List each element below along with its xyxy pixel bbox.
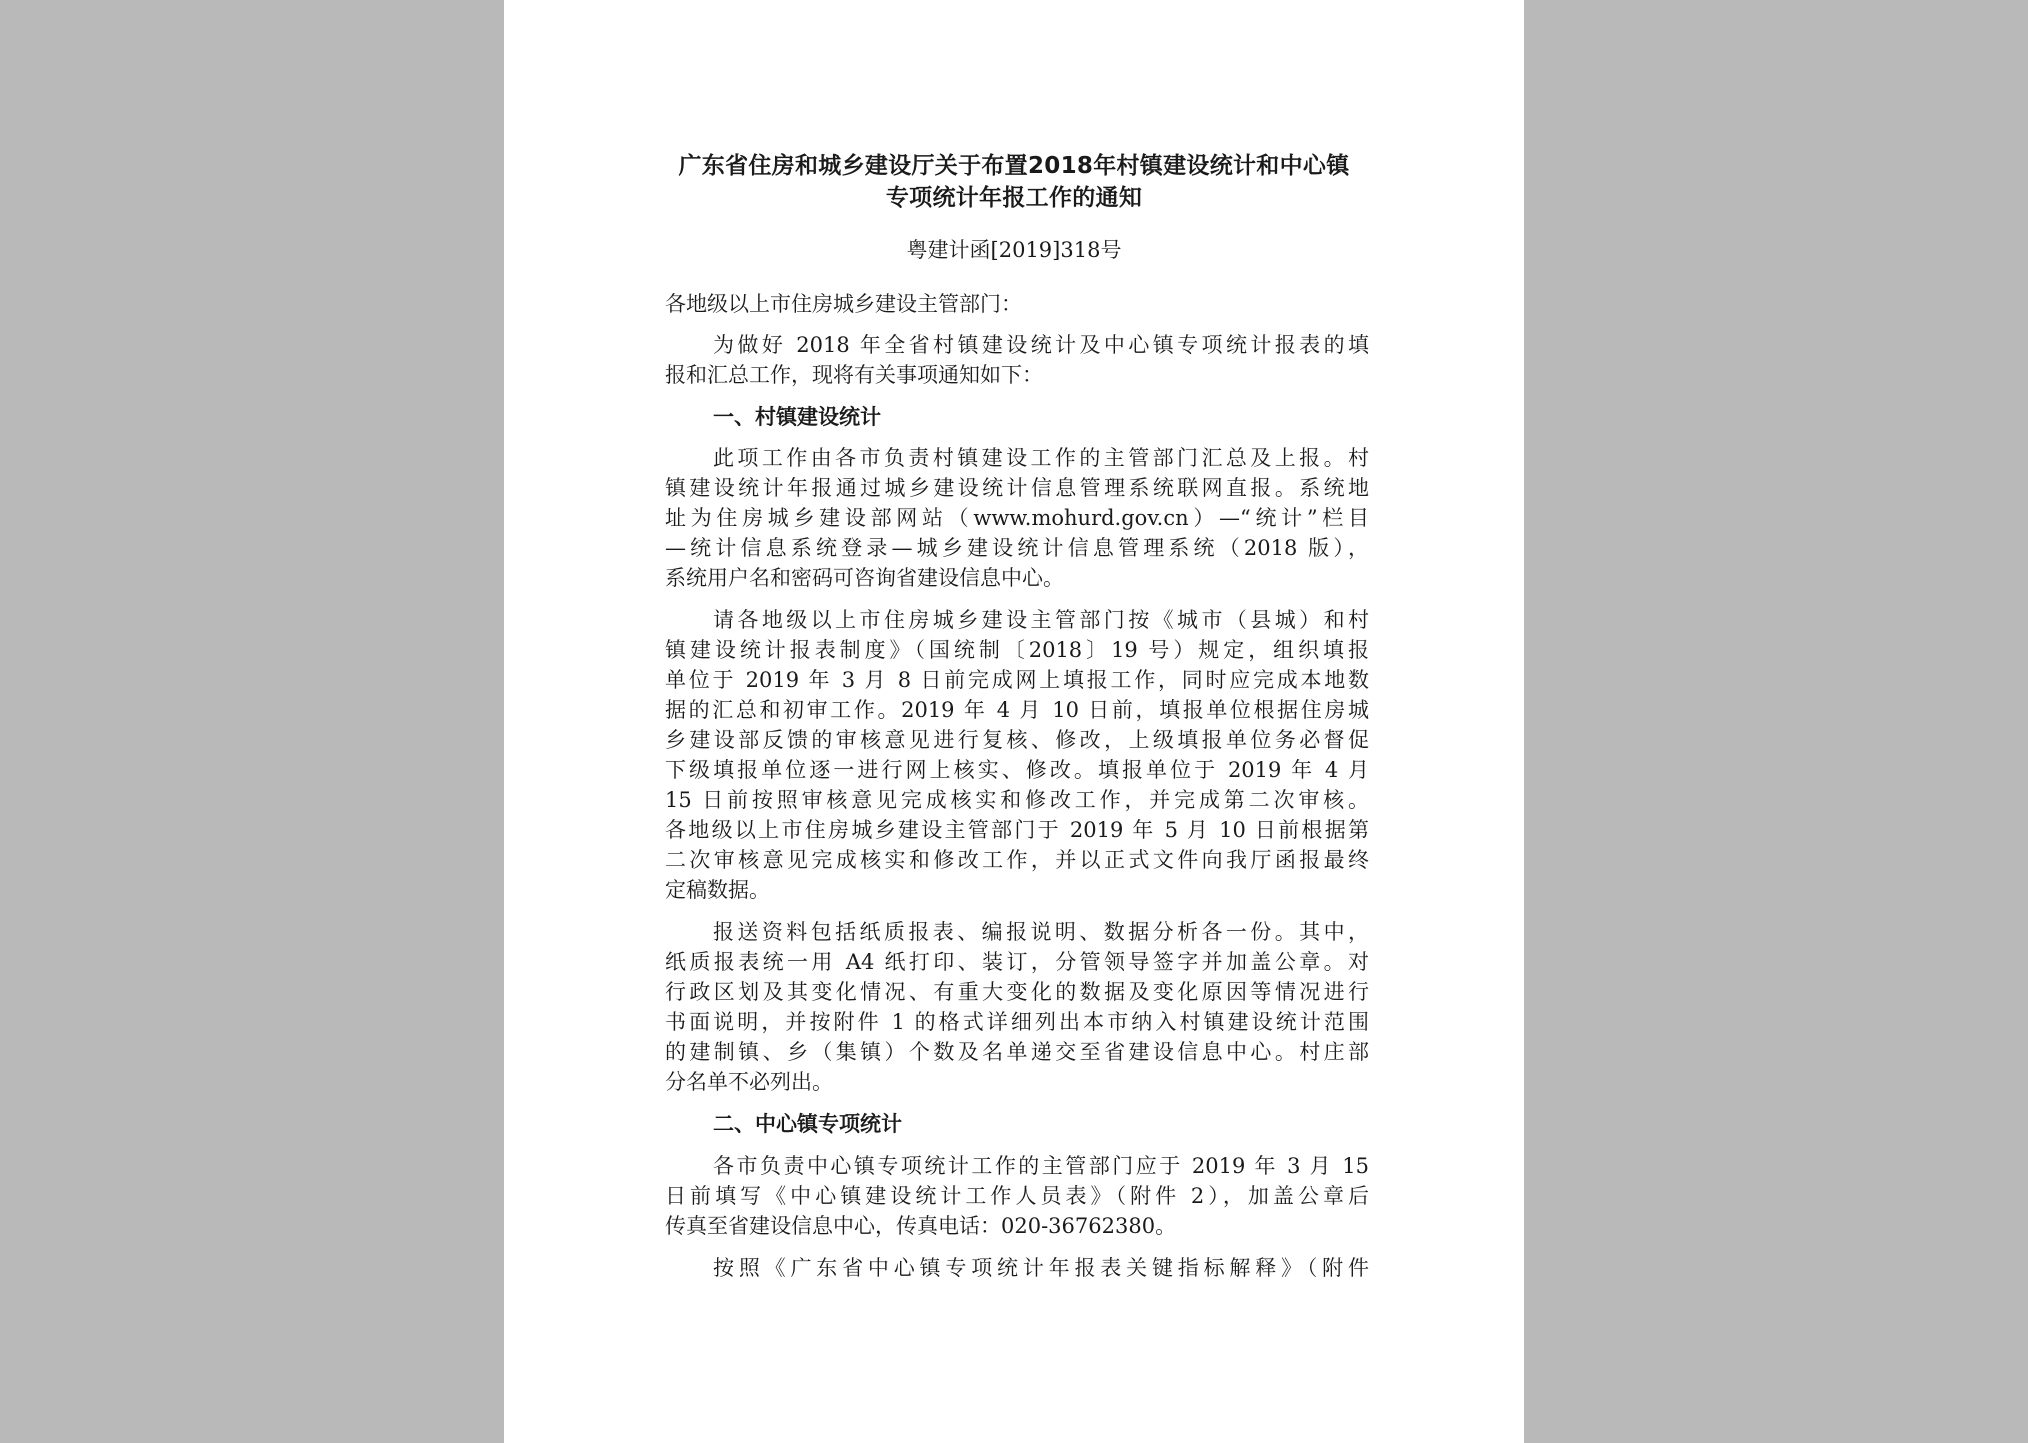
paragraph-line: 日前填写《中心镇建设统计工作人员表》（附件 2），加盖公章后 xyxy=(665,1184,1369,1208)
paragraph-line: 15 日前按照审核意见完成核实和修改工作，并完成第二次审核。 xyxy=(665,788,1369,812)
document-number: 粤建计函[2019]318号 xyxy=(906,238,1122,262)
paragraph-line: 各市负责中心镇专项统计工作的主管部门应于 2019 年 3 月 15 xyxy=(713,1154,1369,1178)
paragraph-line: 系统用户名和密码可咨询省建设信息中心。 xyxy=(665,566,1064,590)
paragraph-line: 镇建设统计年报通过城乡建设统计信息管理系统联网直报。系统地 xyxy=(665,476,1369,500)
paragraph-line: 二次审核意见完成核实和修改工作，并以正式文件向我厅函报最终 xyxy=(665,848,1369,872)
paragraph-line: 此项工作由各市负责村镇建设工作的主管部门汇总及上报。村 xyxy=(713,446,1369,470)
paragraph-line: 传真至省建设信息中心，传真电话：020-36762380。 xyxy=(665,1214,1177,1238)
paragraph-line: 书面说明，并按附件 1 的格式详细列出本市纳入村镇建设统计范围 xyxy=(665,1010,1369,1034)
section-heading-1: 一、村镇建设统计 xyxy=(713,405,881,429)
paragraph-line: 单位于 2019 年 3 月 8 日前完成网上填报工作，同时应完成本地数 xyxy=(665,668,1369,692)
paragraph-line: 报送资料包括纸质报表、编报说明、数据分析各一份。其中， xyxy=(713,920,1369,944)
paragraph-line: 请各地级以上市住房城乡建设主管部门按《城市（县城）和村 xyxy=(713,608,1369,632)
paragraph-line: 行政区划及其变化情况、有重大变化的数据及变化原因等情况进行 xyxy=(665,980,1369,1004)
intro-line: 为做好 2018 年全省村镇建设统计及中心镇专项统计报表的填 xyxy=(713,333,1369,357)
document-title-line-1: 广东省住房和城乡建设厅关于布置2018年村镇建设统计和中心镇 xyxy=(678,153,1350,179)
intro-line: 报和汇总工作，现将有关事项通知如下： xyxy=(665,363,1043,387)
salutation: 各地级以上市住房城乡建设主管部门： xyxy=(665,292,1022,316)
paragraph-line: 定稿数据。 xyxy=(665,878,770,902)
paragraph-line: 下级填报单位逐一进行网上核实、修改。填报单位于 2019 年 4 月 xyxy=(665,758,1369,782)
paragraph-line: 各地级以上市住房城乡建设主管部门于 2019 年 5 月 10 日前根据第 xyxy=(665,818,1369,842)
paragraph-line: 按照《广东省中心镇专项统计年报表关键指标解释》（附件 xyxy=(713,1256,1369,1280)
paragraph-line: 分名单不必列出。 xyxy=(665,1070,833,1094)
document-title-line-2: 专项统计年报工作的通知 xyxy=(885,185,1143,211)
paragraph-line: —统计信息系统登录—城乡建设统计信息管理系统（2018 版）， xyxy=(665,536,1369,560)
paragraph-line: 镇建设统计报表制度》（国统制〔2018〕19 号）规定，组织填报 xyxy=(665,638,1369,662)
document-page xyxy=(504,0,1524,1443)
section-heading-2: 二、中心镇专项统计 xyxy=(713,1112,902,1136)
paragraph-line: 据的汇总和初审工作。2019 年 4 月 10 日前，填报单位根据住房城 xyxy=(665,698,1369,722)
paragraph-line: 址为住房城乡建设部网站（www.mohurd.gov.cn）—“统计”栏目 xyxy=(665,506,1369,530)
paragraph-line: 乡建设部反馈的审核意见进行复核、修改，上级填报单位务必督促 xyxy=(665,728,1369,752)
paragraph-line: 纸质报表统一用 A4 纸打印、装订，分管领导签字并加盖公章。对 xyxy=(665,950,1369,974)
paragraph-line: 的建制镇、乡（集镇）个数及名单递交至省建设信息中心。村庄部 xyxy=(665,1040,1369,1064)
